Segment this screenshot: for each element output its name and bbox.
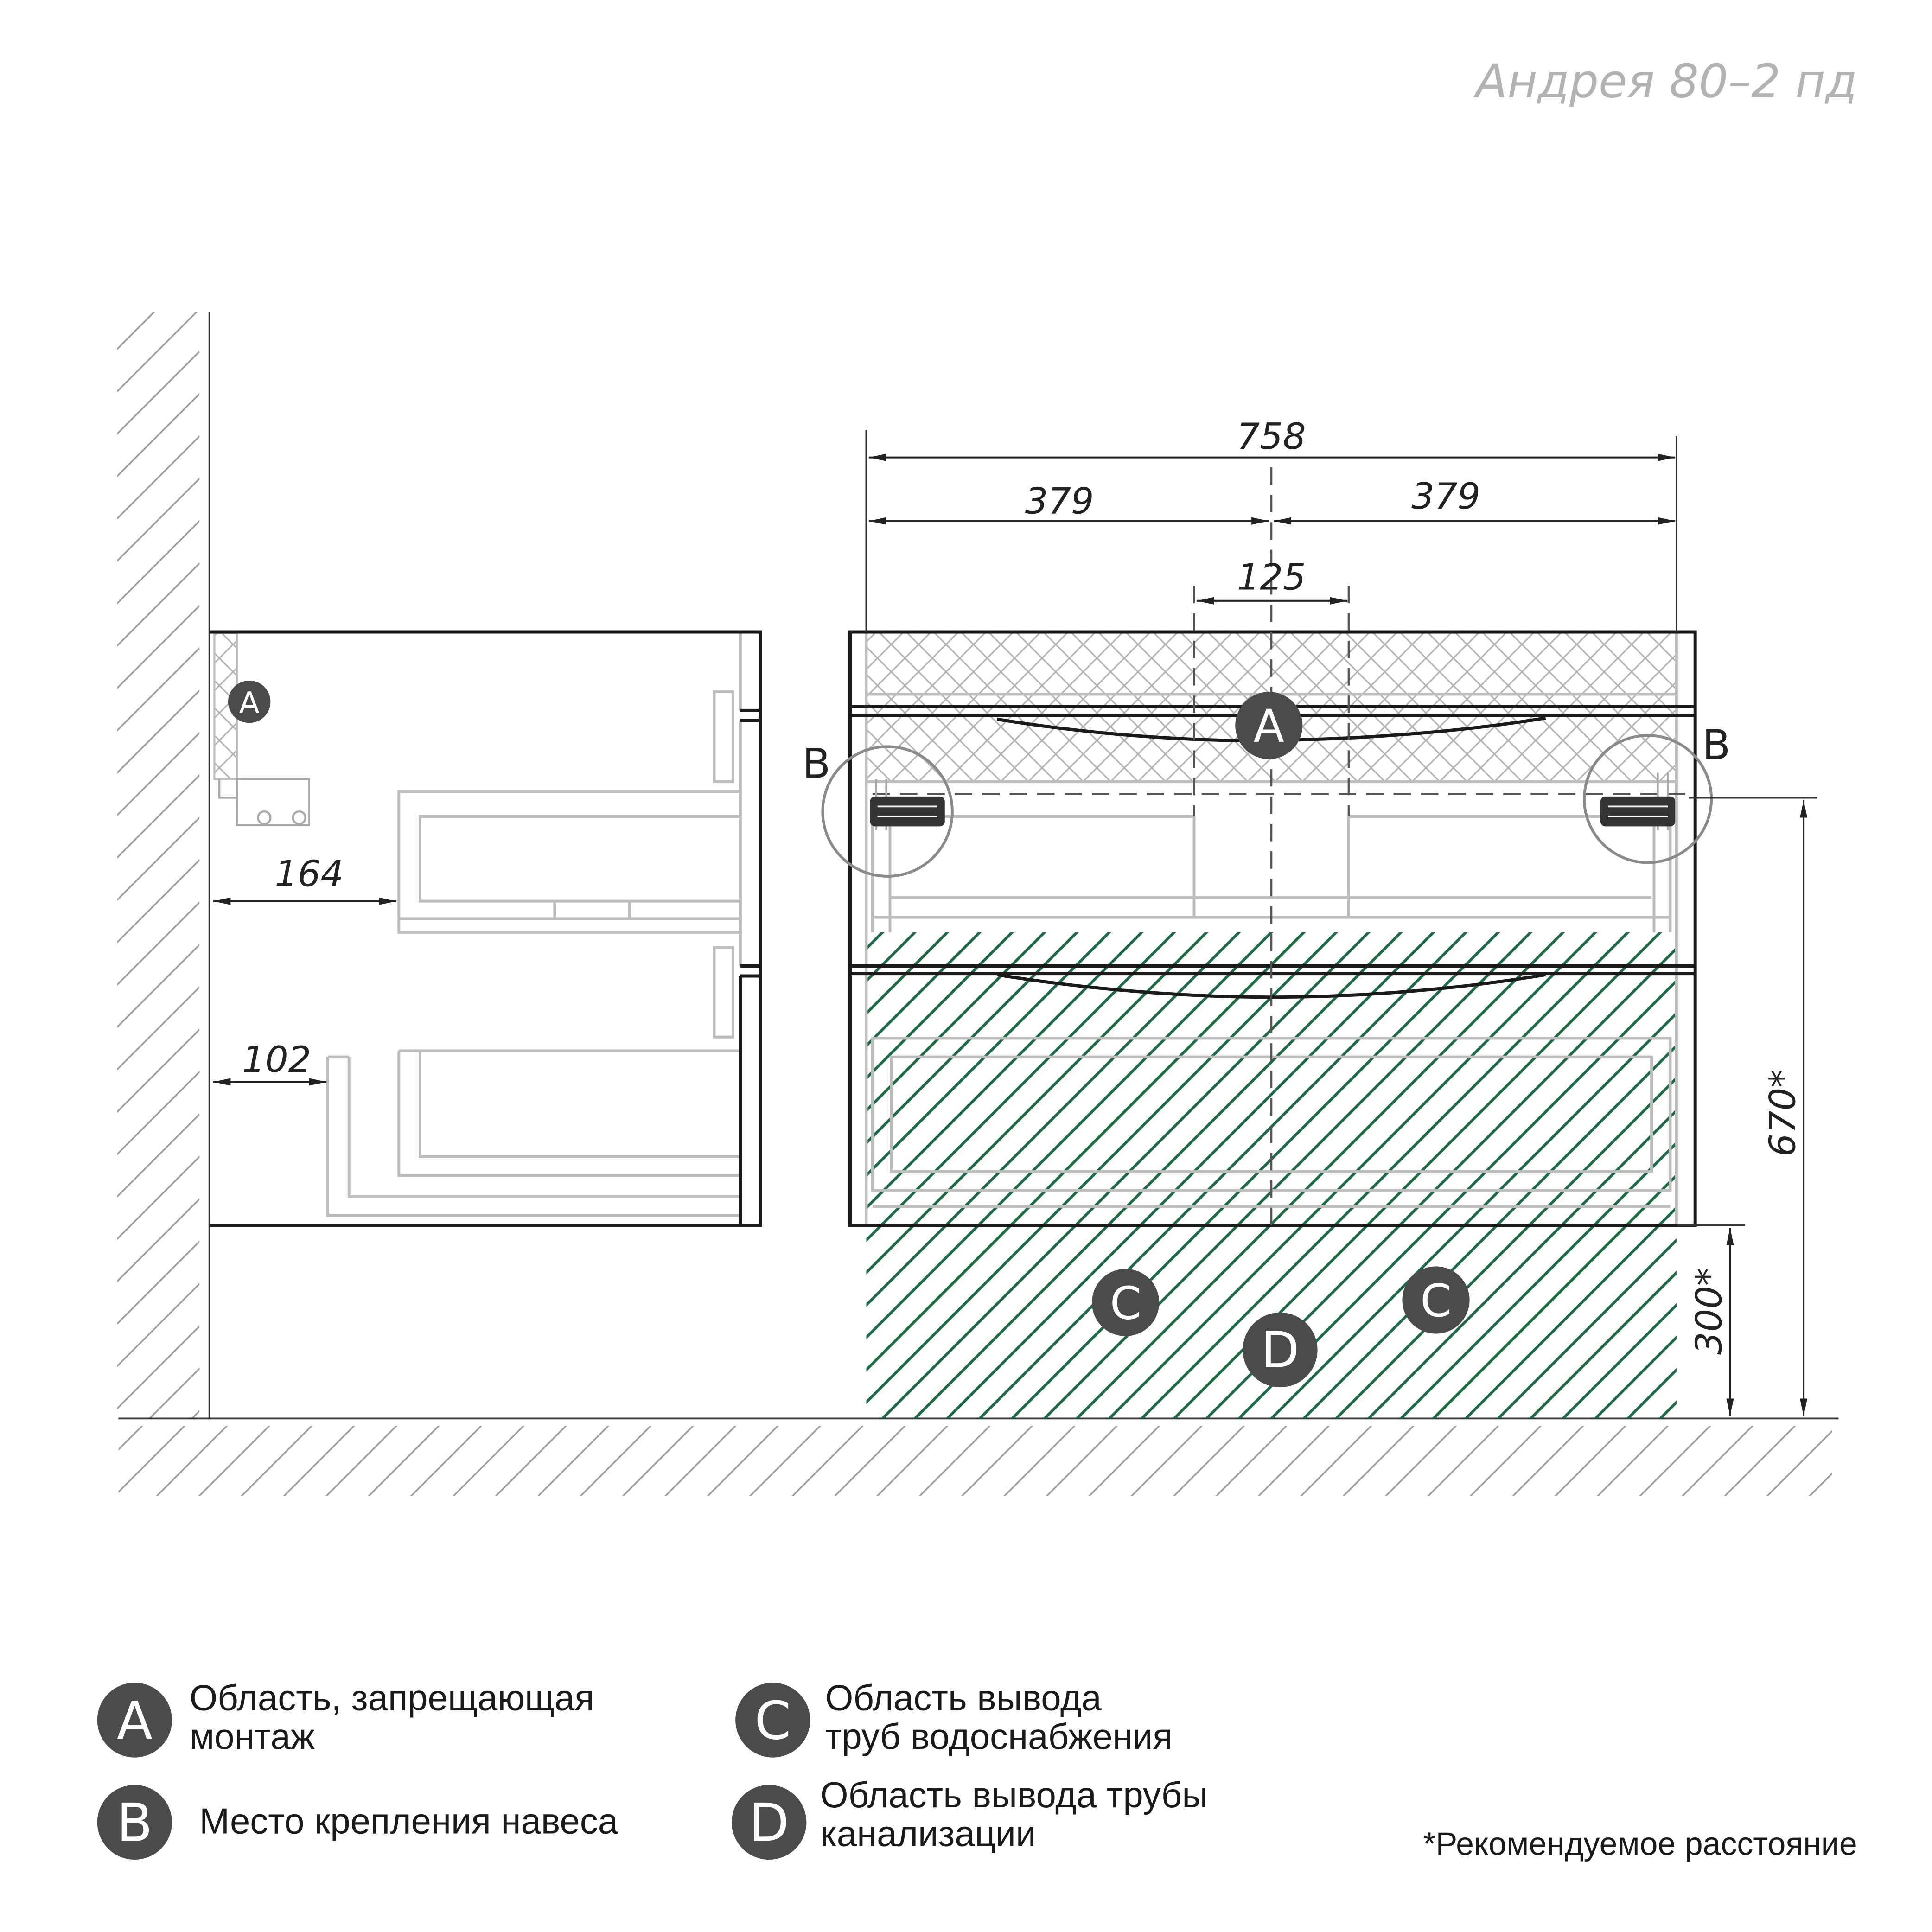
- legend-b-line-1: Место крепления навеса: [199, 1800, 618, 1842]
- dim-side-lower-label: 102: [242, 1039, 312, 1081]
- bracket-hole-icon: [258, 811, 270, 824]
- legend-a-letter: A: [116, 1690, 153, 1752]
- dim-half-left-label: 379: [1025, 480, 1094, 523]
- legend-d-line-1: Область вывода трубы: [820, 1774, 1208, 1816]
- legend-d-line-2: канализации: [820, 1813, 1036, 1854]
- legend: [97, 1677, 1857, 1862]
- side-drawer-fronts: [714, 632, 740, 1037]
- legend-c-line-2: труб водоснабжения: [825, 1715, 1173, 1757]
- wall-hatch: [117, 312, 199, 1418]
- left-hanger-bracket: [870, 797, 944, 827]
- marker-c-left-label: C: [1109, 1277, 1141, 1330]
- marker-c-right-label: C: [1420, 1274, 1452, 1327]
- floor-hatch: [118, 1426, 1832, 1496]
- side-lower-drawer: [328, 1051, 739, 1215]
- dim-mount-height-label: 670*: [1762, 1069, 1804, 1157]
- legend-a-line-1: Область, запрещающая: [189, 1677, 594, 1718]
- dim-half-right-label: 379: [1411, 475, 1480, 517]
- footnote: *Рекомендуемое расстояние: [1423, 1825, 1857, 1862]
- marker-b-right-label: B: [1702, 721, 1731, 769]
- dim-drain-height-label: 300*: [1688, 1268, 1730, 1355]
- marker-a-front-label: A: [1253, 700, 1284, 752]
- marker-b-left-label: B: [802, 740, 831, 788]
- side-view: [210, 632, 760, 1225]
- legend-c-line-1: Область вывода: [825, 1677, 1102, 1718]
- front-view: [802, 467, 1730, 1418]
- dim-overall-width-label: 758: [1237, 415, 1306, 458]
- legend-b-letter: B: [116, 1792, 153, 1854]
- bracket-hole-icon: [293, 811, 306, 824]
- legend-c-letter: C: [754, 1690, 791, 1752]
- dim-drain-zone-label: 125: [1237, 556, 1306, 599]
- dim-side-upper-label: 164: [274, 853, 344, 895]
- side-upper-drawer: [399, 791, 739, 932]
- marker-a-side-label: A: [239, 685, 260, 721]
- side-cabinet-outline: [210, 632, 760, 1225]
- legend-a-line-2: монтаж: [189, 1715, 315, 1757]
- side-mount-bracket: [219, 779, 309, 825]
- marker-d-label: D: [1261, 1321, 1300, 1380]
- drawing-title: Андрея 80–2 пд: [1476, 55, 1857, 108]
- legend-d-letter: D: [749, 1792, 790, 1854]
- right-hanger-bracket: [1600, 797, 1675, 827]
